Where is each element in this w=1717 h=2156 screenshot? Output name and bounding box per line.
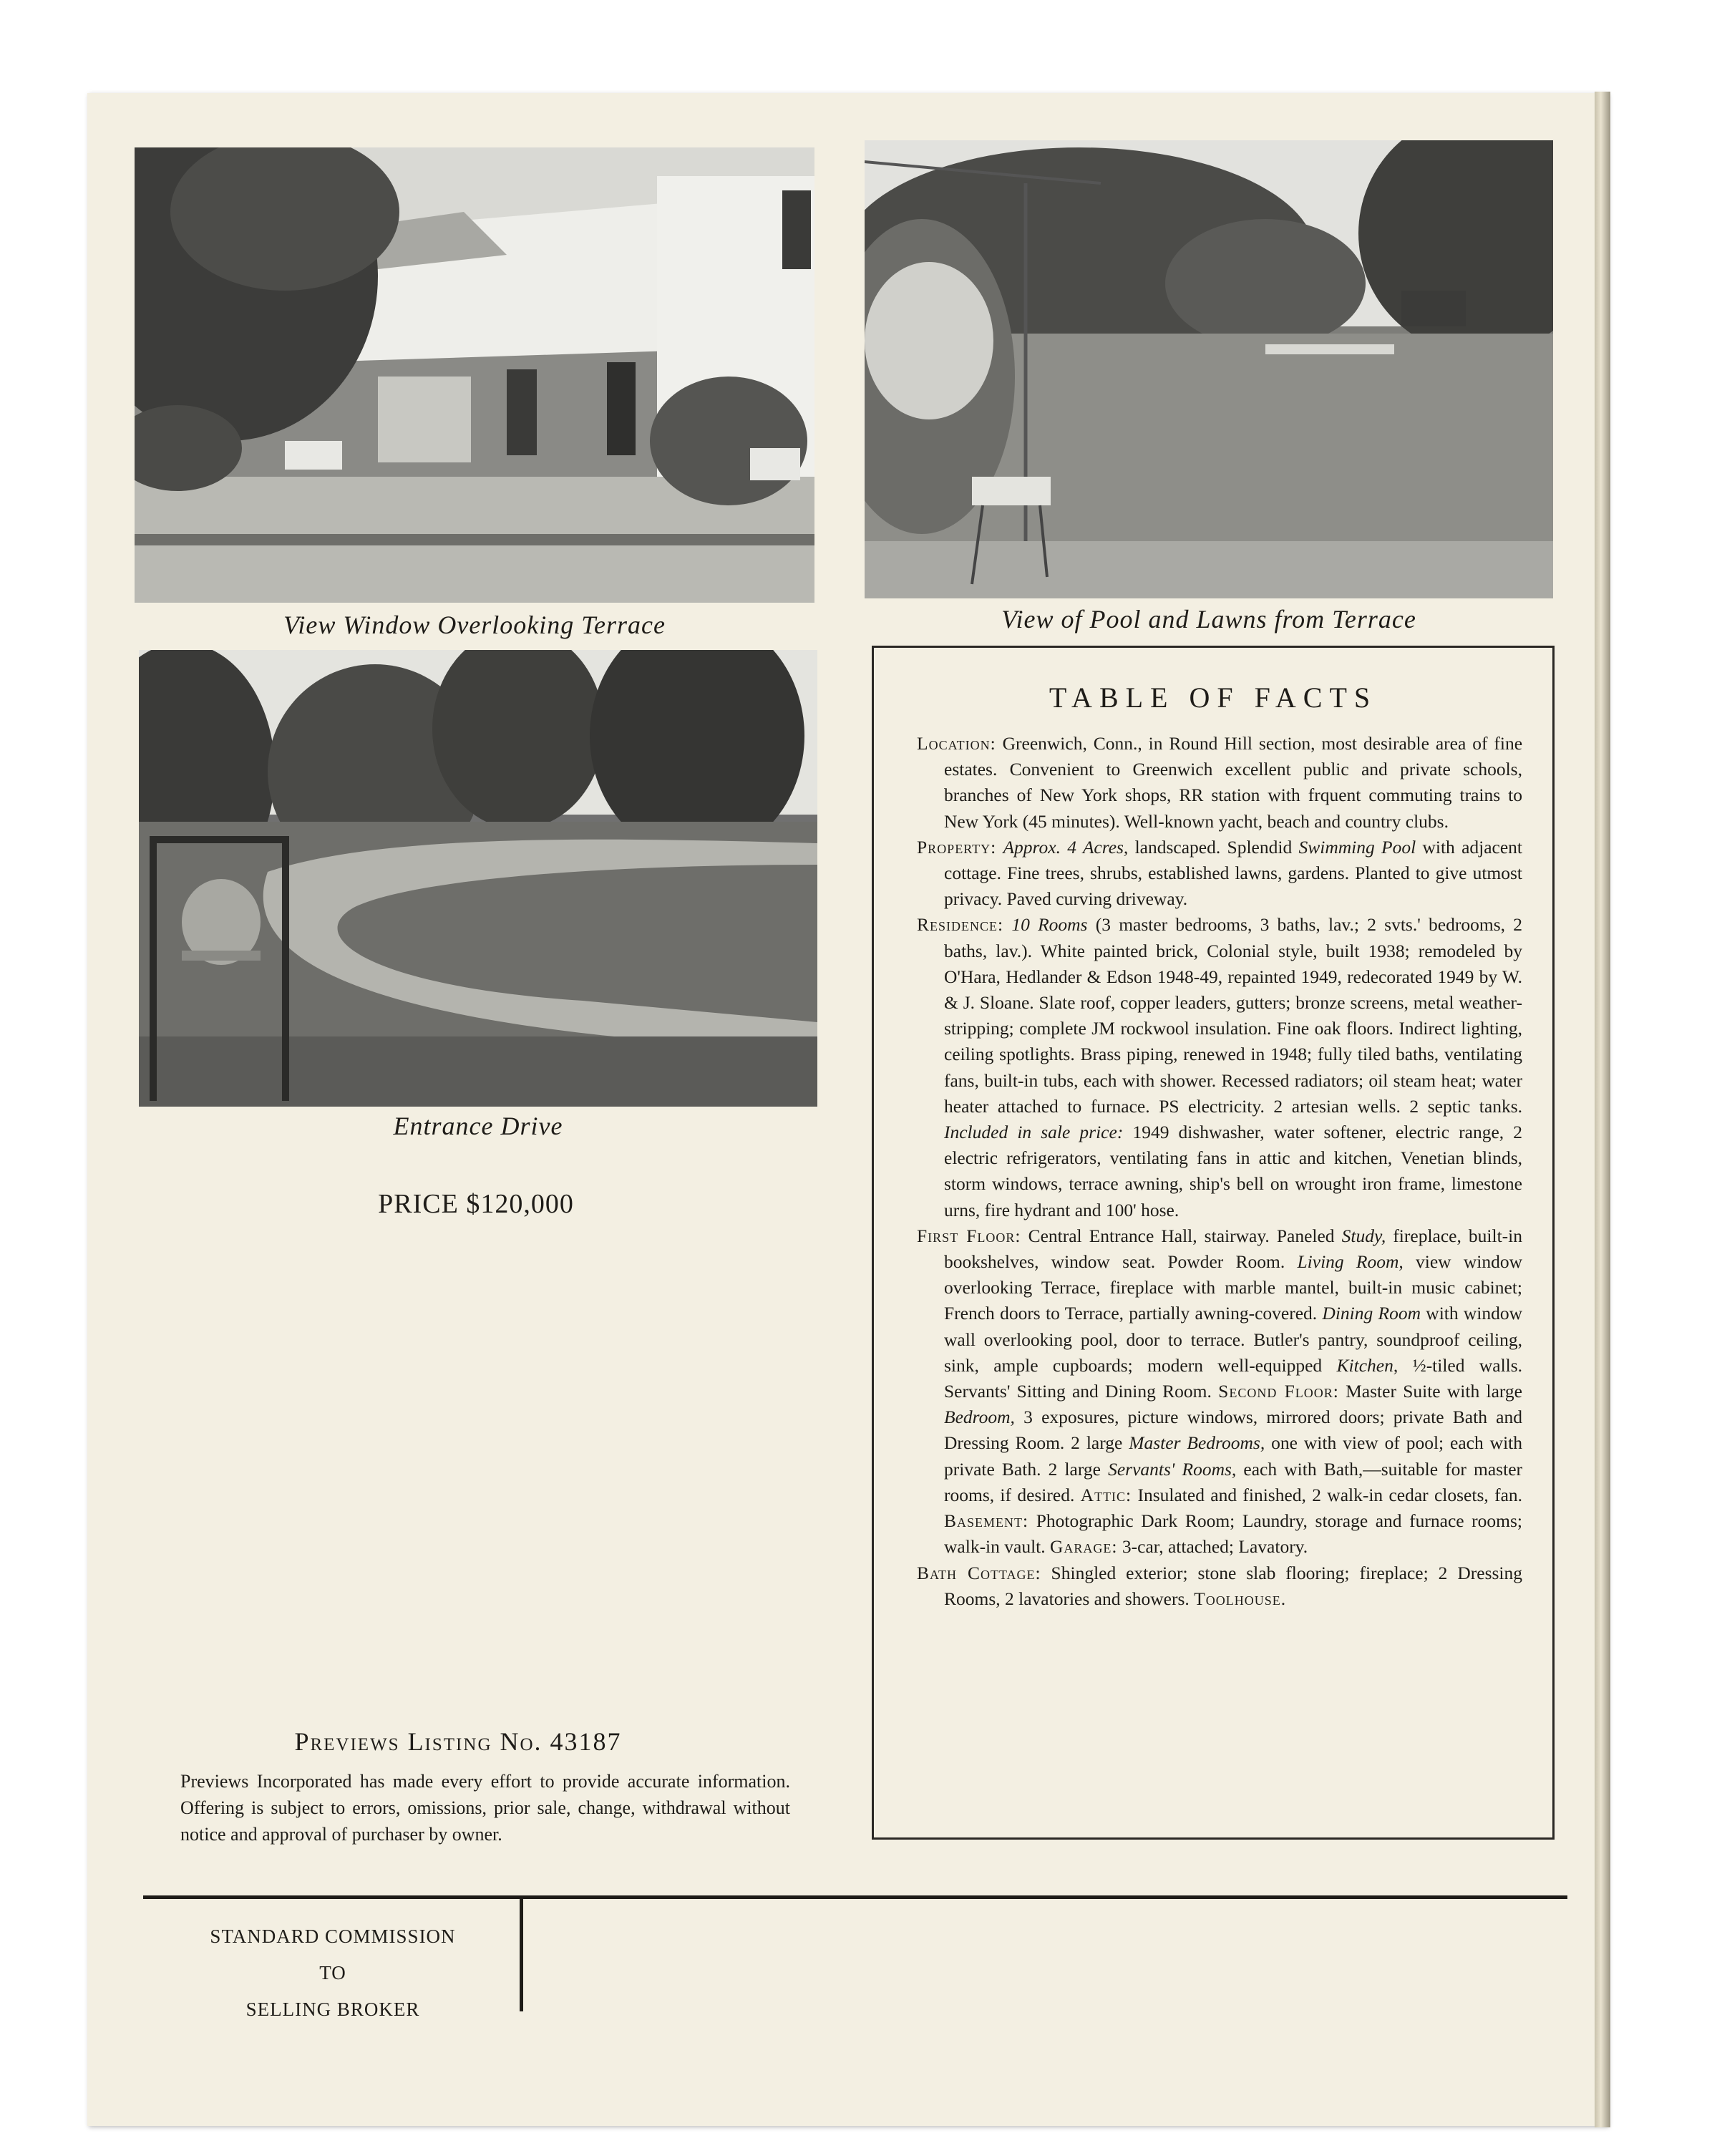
fact-emph: 10 Rooms bbox=[1011, 914, 1088, 936]
table-of-facts bbox=[872, 646, 1555, 1840]
commission-line: STANDARD COMMISSION bbox=[210, 1926, 456, 1947]
disclaimer: Previews Incorporated has made every effort to provide accurate information. Offering is subject to errors, omissions, prior sale, change, withdrawal without notice and approval of purchaser by owner. bbox=[180, 1771, 790, 1845]
fact-emph: Swimming Pool bbox=[1298, 836, 1416, 858]
fact-text: landscaped. Splendid bbox=[1134, 836, 1293, 858]
fact-text: with window wall overlooking pool, door to terrace. Butler's pantry, soundproof ceiling, sink, ample cupboards; modern well-equipped bbox=[944, 1303, 1523, 1376]
fact-head: Basement: bbox=[944, 1510, 1029, 1532]
fact-head: Toolhouse. bbox=[1194, 1588, 1287, 1609]
photo-terrace bbox=[135, 147, 814, 603]
commission-block bbox=[179, 1918, 487, 2028]
fact-head: Second Floor: bbox=[1218, 1381, 1339, 1402]
fact-text: Central Entrance Hall, stairway. Paneled bbox=[1028, 1225, 1335, 1246]
fact-property bbox=[917, 835, 1522, 913]
fact-head: Location: bbox=[917, 733, 996, 754]
commission-line: SELLING BROKER bbox=[245, 1999, 420, 2020]
fact-emph: Study, bbox=[1341, 1225, 1386, 1246]
fact-text: one with view of pool; each with private Bath. 2 large bbox=[944, 1432, 1522, 1480]
fact-head: Residence: bbox=[917, 914, 1004, 936]
fact-text: (3 master bedrooms, 3 baths, lav.; 2 svts.' bedrooms, 2 baths, lav.). White painted brick, Colonial style, built 1938; remodeled by O'Hara, Hedlander & Edson 1948-49, repainted 1949, redecorated 1949 by W. & J. Sloane. Slate roof, copper leaders, gutters; bronze screens, metal weather-stripping; complete JM rockwool insulation. Fine oak floors. Indirect lighting, ceiling spotlights. Brass piping, renewed in 1948; fully tiled baths, ventilating fans, built-in tubs, each with shower. Recessed radiators; oil steam heat; water heater attached to furnace. PS electricity. 2 artesian wells. 2 septic tanks. bbox=[944, 914, 1522, 1117]
fact-text: view window overlooking Terrace, fireplace with marble mantel, built-in music cabinet; French doors to Terrace, partially awning-covered. bbox=[944, 1251, 1522, 1324]
fact-head: Attic: bbox=[1080, 1484, 1132, 1505]
fact-text: Master Suite with large bbox=[1346, 1381, 1522, 1402]
fact-text: with adjacent cottage. Fine trees, shrubs, established lawns, gardens. Planted to give utmost privacy. Paved curving driveway. bbox=[944, 836, 1523, 910]
facts-body bbox=[917, 731, 1522, 1612]
footer-divider bbox=[520, 1895, 523, 2011]
photo-drive bbox=[139, 650, 817, 1107]
fact-emph: Bedroom, bbox=[944, 1407, 1015, 1428]
fact-text: Shingled exterior; stone slab flooring; fireplace; 2 Dressing Rooms, 2 lavatories and showers. bbox=[944, 1562, 1523, 1609]
fact-residence bbox=[917, 912, 1522, 1223]
fact-text: Greenwich, Conn., in Round Hill section, most desirable area of fine estates. Convenient to Greenwich excellent public and private schools, branches of New York shops, RR station with frquent commuting trains to New York (45 minutes). Well-known yacht, beach and country clubs. bbox=[944, 733, 1523, 832]
listing-title: Previews Listing No. 43187 bbox=[294, 1727, 622, 1756]
fact-emph: Included in sale price: bbox=[944, 1122, 1124, 1143]
fact-emph: Living Room, bbox=[1297, 1251, 1404, 1273]
fact-emph: Servants' Rooms, bbox=[1108, 1458, 1237, 1480]
photo-pool bbox=[865, 140, 1553, 598]
fact-head: Bath Cottage: bbox=[917, 1562, 1041, 1583]
fact-head: Garage: bbox=[1050, 1536, 1118, 1558]
fact-text: Insulated and finished, 2 walk-in cedar closets, fan. bbox=[1137, 1484, 1523, 1505]
fact-text: ½-tiled walls. Servants' Sitting and Dining Room. bbox=[944, 1354, 1523, 1402]
fact-text: fireplace, built-in bookshelves, window seat. Powder Room. bbox=[944, 1225, 1522, 1273]
caption-terrace: View Window Overlooking Terrace bbox=[283, 611, 666, 639]
fact-text: 3 exposures, picture windows, mirrored doors; private Bath and Dressing Room. 2 large bbox=[944, 1407, 1522, 1454]
fact-emph: Kitchen, bbox=[1336, 1354, 1399, 1376]
fact-text: 1949 dishwasher, water softener, electric range, 2 electric refrigerators, ventilating fans in attic and kitchen, Venetian blinds, storm windows, terrace awning, ship's bell on wrought iron frame, limestone urns, fire hydrant and 100' hose. bbox=[944, 1122, 1523, 1220]
fact-head: Property: bbox=[917, 836, 997, 858]
fact-text: Photographic Dark Room; Laundry, storage and furnace rooms; walk-in vault. bbox=[944, 1510, 1523, 1558]
fact-first-floor bbox=[917, 1223, 1522, 1560]
fact-emph: Approx. 4 Acres, bbox=[1003, 836, 1129, 858]
caption-pool: View of Pool and Lawns from Terrace bbox=[1001, 605, 1416, 633]
fact-bath-cottage bbox=[917, 1560, 1522, 1612]
footer-rule bbox=[143, 1895, 1567, 1899]
fact-text: 3-car, attached; Lavatory. bbox=[1122, 1536, 1308, 1558]
page-edge bbox=[1595, 92, 1610, 2127]
fact-emph: Dining Room bbox=[1322, 1303, 1421, 1324]
fact-head: First Floor: bbox=[917, 1225, 1021, 1246]
caption-drive: Entrance Drive bbox=[393, 1112, 563, 1140]
commission-line: TO bbox=[319, 1962, 346, 1983]
price: PRICE $120,000 bbox=[378, 1189, 574, 1219]
fact-text: each with Bath,—suitable for master rooms, if desired. bbox=[944, 1458, 1522, 1505]
facts-title: TABLE OF FACTS bbox=[1049, 681, 1378, 714]
fact-emph: Master Bedrooms, bbox=[1129, 1432, 1265, 1454]
fact-location bbox=[917, 731, 1522, 835]
